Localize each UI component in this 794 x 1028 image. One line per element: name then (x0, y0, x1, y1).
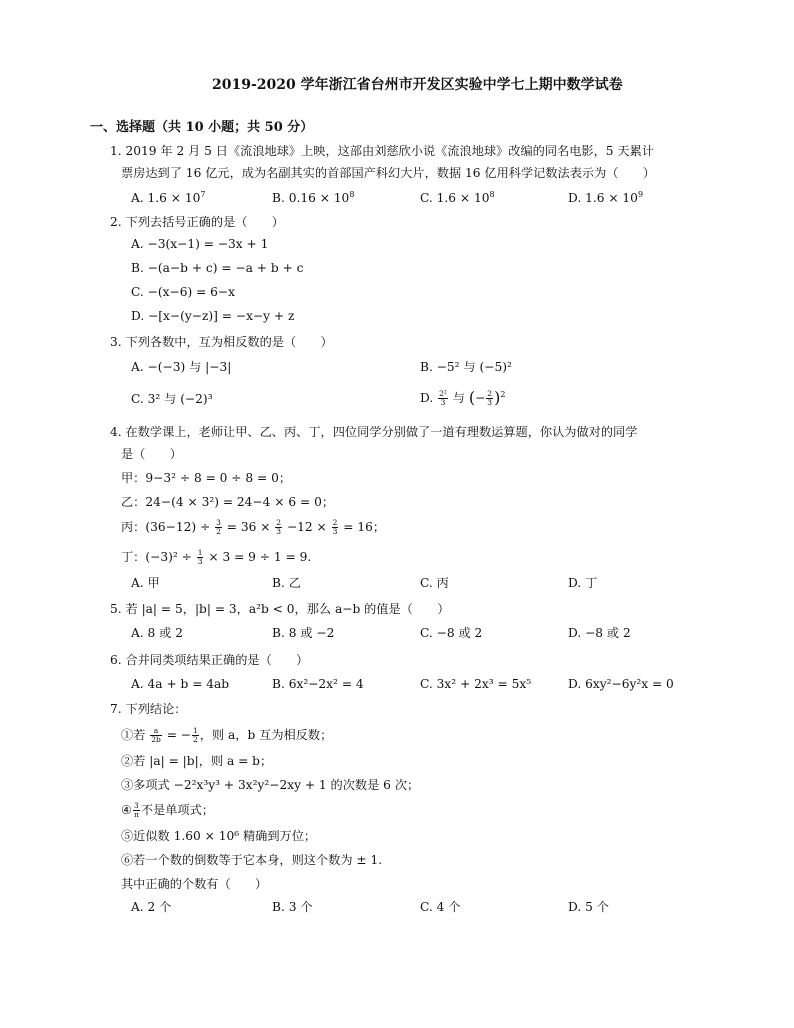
question-5-option-d: D. −8 或 2 (568, 626, 631, 640)
question-3-option-d: D. $\frac{\text{2²}}{3}$ 与 (− $\frac{2}{3}$ )$^2$ (420, 388, 506, 407)
question-3-stem: 3. 下列各数中，互为相反数的是（ ） (110, 335, 333, 349)
question-2-option-a: A. −3(x−1) = −3x + 1 (131, 237, 269, 251)
question-4-jia: 甲：9−3² ÷ 8 = 0 ÷ 8 = 0； (121, 471, 292, 485)
question-6-option-d: D. 6xy²−6y²x = 0 (568, 677, 674, 691)
exam-title: 2019-2020 学年浙江省台州市开发区实验中学七上期中数学试卷 (212, 77, 623, 93)
question-7-statement-3: ③多项式 −2²x³y³ + 3x²y²−2xy + 1 的次数是 6 次； (121, 778, 420, 792)
question-4-option-c: C. 丙 (420, 576, 449, 590)
question-7-stem: 7. 下列结论： (110, 702, 187, 716)
question-4-option-b: B. 乙 (272, 576, 301, 590)
question-3-option-a: A. −(−3) 与 |−3| (131, 360, 232, 374)
question-7-statement-4: ④ $\frac{3}{\pi}$ 不是单项式； (121, 801, 214, 819)
question-2-stem: 2. 下列去括号正确的是（ ） (110, 215, 284, 229)
question-7-statement-1: ①若 $\frac{a}{2b}$ = − $\frac{1}{2}$ ，则 a，b 互为相反数； (121, 726, 333, 744)
question-4-yi: 乙：24−(4 × 3²) = 24−4 × 6 = 0； (121, 495, 335, 509)
question-2-option-c: C. −(x−6) = 6−x (131, 285, 235, 299)
fraction: $\frac{2}{3}$ (276, 518, 282, 536)
question-3-option-b: B. −5² 与 (−5)² (420, 360, 512, 374)
question-1-line-1: 1. 2019 年 2 月 5 日《流浪地球》上映，这部由刘慈欣小说《流浪地球》改编的同名电影，5 天累计 (110, 144, 654, 158)
question-4-line-2: 是（ ） (121, 447, 182, 461)
question-7-option-c: C. 4 个 (420, 900, 461, 914)
question-7-option-b: B. 3 个 (272, 900, 313, 914)
question-2-option-d: D. −[x−(y−z)] = −x−y + z (131, 309, 295, 323)
question-6-option-b: B. 6x²−2x² = 4 (272, 677, 364, 691)
question-4-option-d: D. 丁 (568, 576, 598, 590)
fraction: $\frac{1}{3}$ (197, 548, 203, 566)
fraction: $\frac{3}{2}$ (216, 518, 221, 536)
question-7-statement-2: ②若 |a| = |b|，则 a = b； (121, 754, 273, 768)
question-5-option-b: B. 8 或 −2 (272, 626, 335, 640)
question-4-ding: 丁：(−3)² ÷ $\frac{1}{3}$ × 3 = 9 ÷ 1 = 9. (121, 548, 312, 566)
question-4-bing: 丙：(36−12) ÷ $\frac{3}{2}$ = 36 × $\frac{2}{3}$ −12 × $\frac{2}{3}$ = 16； (121, 518, 386, 536)
question-1-option-d: D. $1.6 \times 10^9$ (568, 190, 644, 205)
question-2-option-b: B. −(a−b + c) = −a + b + c (131, 261, 304, 275)
question-7-statement-5: ⑤近似数 1.60 × 10⁶ 精确到万位； (121, 829, 317, 843)
question-5-stem: 5. 若 |a| = 5，|b| = 3，a²b < 0，那么 a−b 的值是（ ） (110, 602, 450, 616)
question-1-line-2: 票房达到了 16 亿元，成为名副其实的首部国产科幻大片，数据 16 亿用科学记数法表示为（ ） (121, 166, 656, 180)
question-3-option-c: C. 3² 与 (−2)³ (131, 392, 213, 406)
question-7-option-d: D. 5 个 (568, 900, 609, 914)
question-6-stem: 6. 合并同类项结果正确的是（ ） (110, 653, 309, 667)
question-4-option-a: A. 甲 (131, 576, 160, 590)
question-6-option-c: C. 3x² + 2x³ = 5x⁵ (420, 677, 532, 691)
fraction: $\frac{3}{\pi}$ (133, 801, 139, 819)
fraction: $\frac{a}{2b}$ (151, 726, 161, 744)
question-6-option-a: A. 4a + b = 4ab (131, 677, 230, 691)
fraction: $\frac{\text{2²}}{3}$ (439, 389, 447, 407)
question-5-option-c: C. −8 或 2 (420, 626, 483, 640)
question-1-option-c: C. $1.6 \times 10^8$ (420, 190, 495, 205)
fraction: $\frac{1}{2}$ (193, 726, 198, 744)
fraction: $\frac{2}{3}$ (332, 518, 338, 536)
section-heading: 一、选择题（共 10 小题；共 50 分） (90, 120, 314, 135)
question-7-statement-6: ⑥若一个数的倒数等于它本身，则这个数为 ± 1. (121, 853, 383, 867)
question-1-option-b: B. $0.16 \times 10^8$ (272, 190, 355, 205)
question-4-line-1: 4. 在数学课上，老师让甲、乙、丙、丁，四位同学分别做了一道有理数运算题，你认为做对的同学 (110, 425, 638, 439)
question-7-ask: 其中正确的个数有（ ） (121, 877, 268, 891)
question-7-option-a: A. 2 个 (131, 900, 172, 914)
fraction: $\frac{2}{3}$ (487, 389, 493, 407)
question-1-option-a: A. $1.6 \times 10^7$ (131, 190, 206, 205)
question-5-option-a: A. 8 或 2 (131, 626, 183, 640)
